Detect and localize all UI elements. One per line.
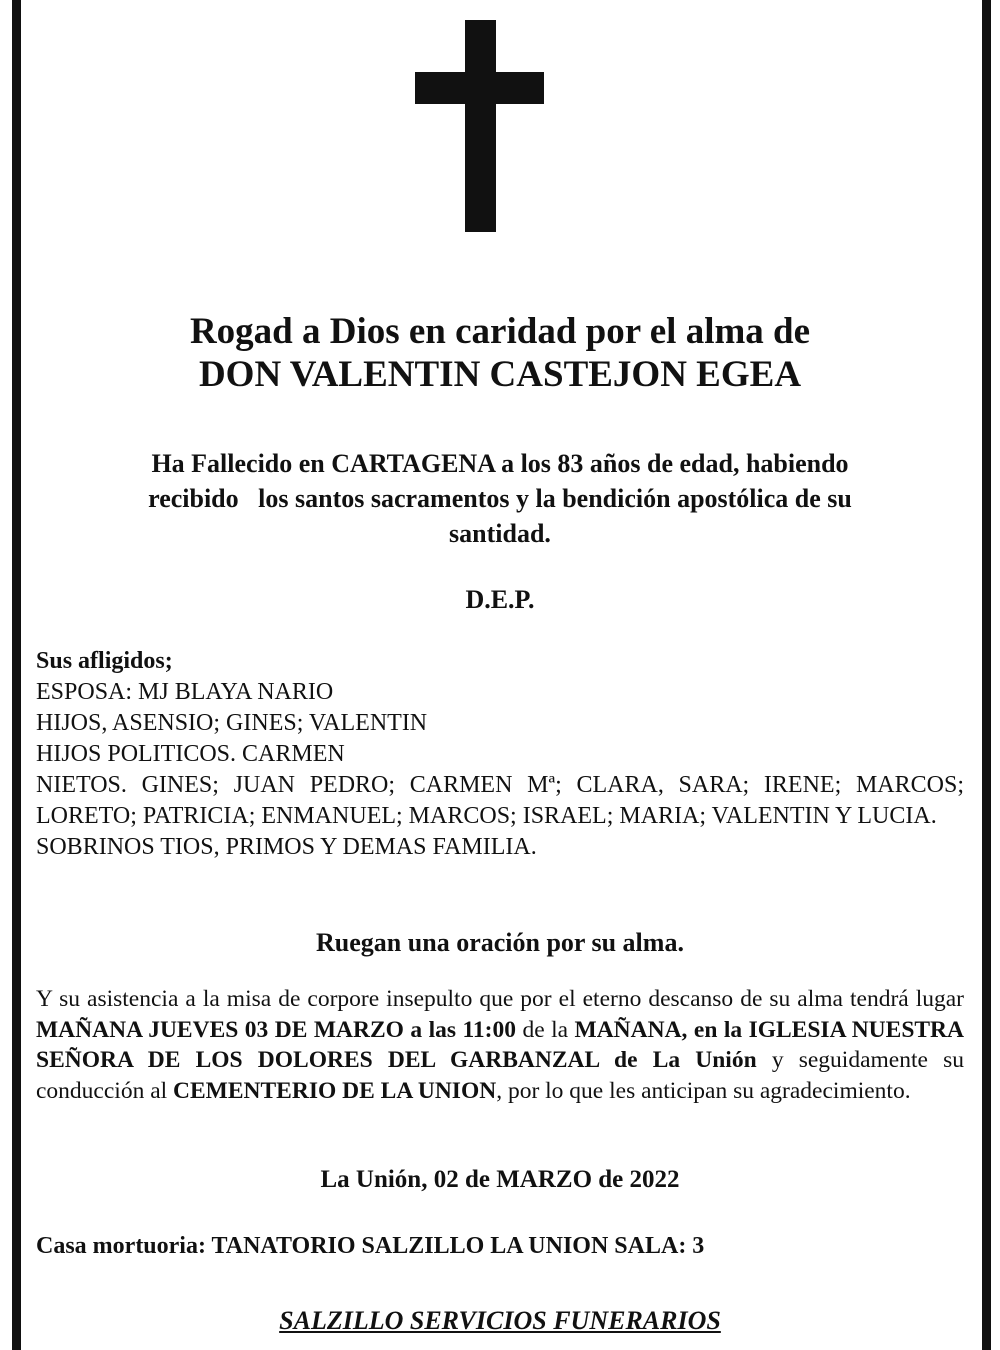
- mass-text-1: Y su asistencia a la misa de corpore insepulto que por el eterno descanso de su alma tendrá lugar: [36, 986, 964, 1012]
- funeral-service-signature: SALZILLO SERVICIOS FUNERARIOS: [279, 1306, 721, 1335]
- death-notice-age: a los 83 años de edad, habiendo: [494, 449, 849, 478]
- prayer-request: Ruegan una oración por su alma.: [316, 928, 684, 957]
- mass-text-4: , por lo que les anticipan su agradecimiento.: [496, 1077, 911, 1104]
- death-notice-text: Ha Fallecido en: [151, 449, 332, 478]
- prayer-line: Rogad a Dios en caridad por el alma de: [189, 311, 811, 352]
- cross-vertical-bar: [465, 20, 496, 232]
- mourner-nietos: NIETOS. GINES; JUAN PEDRO; CARMEN Mª; CLARA, SARA; IRENE; MARCOS; LORETO; PATRICIA; ENMANUEL; MARCOS; ISRAEL; MARIA; VALENTIN Y LUCIA.: [36, 772, 964, 829]
- mourners-heading: Sus afligidos;: [36, 648, 173, 674]
- mourners-list: [36, 646, 964, 863]
- mass-text-2: de la: [515, 1016, 575, 1043]
- death-notice-line-3: santidad.: [449, 519, 551, 548]
- deceased-name: DON VALENTIN CASTEJON EGEA: [198, 354, 802, 395]
- mass-date-time: MAÑANA JUEVES 03 DE MARZO a las 11:00: [36, 1016, 516, 1043]
- dep-label: D.E.P.: [465, 585, 535, 614]
- mass-church: MAÑANA, en la IGLESIA NUESTRA SEÑORA DE LOS DOLORES DEL GARBANZAL de La Unión: [36, 1016, 965, 1073]
- death-notice-line-2: recibido los santos sacramentos y la bendición apostólica de su: [148, 484, 852, 513]
- mourner-sobrinos: SOBRINOS TIOS, PRIMOS Y DEMAS FAMILIA.: [36, 834, 537, 860]
- mourner-esposa: ESPOSA: MJ BLAYA NARIO: [36, 679, 334, 705]
- mourner-hijos: HIJOS, ASENSIO; GINES; VALENTIN: [36, 710, 428, 736]
- funeral-home: Casa mortuoria: TANATORIO SALZILLO LA UNION SALA: 3: [36, 1233, 705, 1259]
- death-notice-line-1: [36, 446, 964, 481]
- mass-cemetery: CEMENTERIO DE LA UNION: [173, 1077, 497, 1104]
- mass-text-3: y seguidamente su conducción al: [36, 1047, 964, 1104]
- mourner-hijos-politicos: HIJOS POLITICOS. CARMEN: [36, 741, 345, 767]
- cross-icon: [0, 0, 1000, 240]
- notice-date: La Unión, 02 de MARZO de 2022: [320, 1166, 680, 1193]
- mass-paragraph: [36, 984, 964, 1106]
- death-city: CARTAGENA: [331, 449, 495, 478]
- cross-horizontal-bar: [415, 72, 544, 104]
- heading-block: [36, 310, 964, 396]
- death-notice-paragraph: [36, 446, 964, 551]
